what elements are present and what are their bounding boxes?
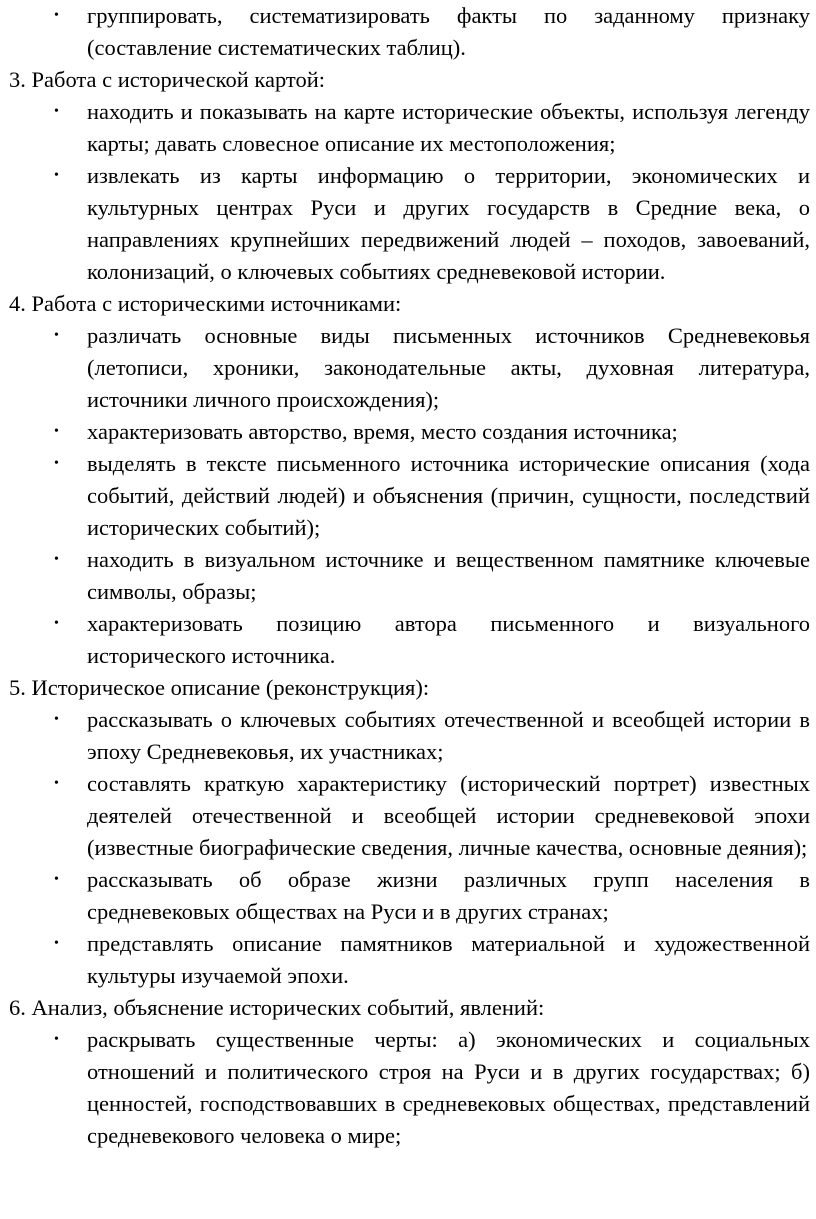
list-item	[9, 544, 810, 608]
bullet-icon: •	[54, 424, 59, 439]
section-heading: 4. Работа с историческими источниками:	[9, 291, 402, 316]
section-list	[9, 96, 810, 288]
bullet-icon: •	[54, 712, 59, 727]
list-item	[9, 928, 810, 992]
list-item	[9, 320, 810, 416]
list-item	[9, 1024, 810, 1152]
list-item	[9, 768, 810, 864]
section-heading: 6. Анализ, объяснение исторических событий, явлений:	[9, 995, 545, 1020]
section-heading: 3. Работа с исторической картой:	[9, 67, 325, 92]
list-item-text: находить в визуальном источнике и вещественном памятнике ключевые символы, образы;	[87, 547, 810, 604]
bullet-icon: •	[54, 1032, 59, 1047]
list-item-text: рассказывать об образе жизни различных групп населения в средневековых обществах на Руси и в других странах;	[87, 867, 810, 924]
list-item-text: находить и показывать на карте исторические объекты, используя легенду карты; давать словесное описание их местоположения;	[87, 99, 810, 156]
list-item-text: рассказывать о ключевых событиях отечественной и всеобщей истории в эпоху Средневековья, их участниках;	[87, 707, 810, 764]
bullet-icon: •	[54, 168, 59, 183]
list-item	[9, 0, 810, 64]
intro-list	[9, 0, 810, 64]
list-item-text: группировать, систематизировать факты по заданному признаку (составление систематических таблиц).	[87, 3, 810, 60]
list-item-text: характеризовать авторство, время, место создания источника;	[87, 419, 678, 444]
list-item	[9, 160, 810, 288]
section-list	[9, 320, 810, 672]
list-item-text: представлять описание памятников материальной и художественной культуры изучаемой эпохи.	[87, 931, 810, 988]
list-item-text: извлекать из карты информацию о территории, экономических и культурных центрах Руси и других государств в Средние века, о направлениях крупнейших передвижений людей – походов, завоеваний, колонизаций, о ключевых событиях средневековой истории.	[87, 163, 810, 284]
bullet-icon: •	[54, 872, 59, 887]
list-item	[9, 704, 810, 768]
list-item	[9, 96, 810, 160]
bullet-icon: •	[54, 104, 59, 119]
list-item	[9, 608, 810, 672]
bullet-icon: •	[54, 936, 59, 951]
bullet-icon: •	[54, 552, 59, 567]
list-item	[9, 448, 810, 544]
bullet-icon: •	[54, 616, 59, 631]
bullet-icon: •	[54, 8, 59, 23]
section-list	[9, 704, 810, 992]
list-item-text: раскрывать существенные черты: а) экономических и социальных отношений и политического строя на Руси и в других государствах; б) ценностей, господствовавших в средневековых обществах, представлений средневекового человека о мире;	[87, 1027, 810, 1148]
bullet-icon: •	[54, 328, 59, 343]
list-item	[9, 416, 810, 448]
section-list	[9, 1024, 810, 1152]
section-heading: 5. Историческое описание (реконструкция):	[9, 675, 430, 700]
bullet-icon: •	[54, 776, 59, 791]
list-item-text: выделять в тексте письменного источника исторические описания (хода событий, действий людей) и объяснения (причин, сущности, последствий исторических событий);	[87, 451, 810, 540]
bullet-icon: •	[54, 456, 59, 471]
list-item-text: различать основные виды письменных источников Средневековья (летописи, хроники, законодательные акты, духовная литература, источники личного происхождения);	[87, 323, 810, 412]
list-item-text: характеризовать позицию автора письменного и визуального исторического источника.	[87, 611, 810, 668]
list-item-text: составлять краткую характеристику (исторический портрет) известных деятелей отечественной и всеобщей истории средневековой эпохи (известные биографические сведения, личные качества, основные деяния);	[87, 771, 810, 860]
list-item	[9, 864, 810, 928]
